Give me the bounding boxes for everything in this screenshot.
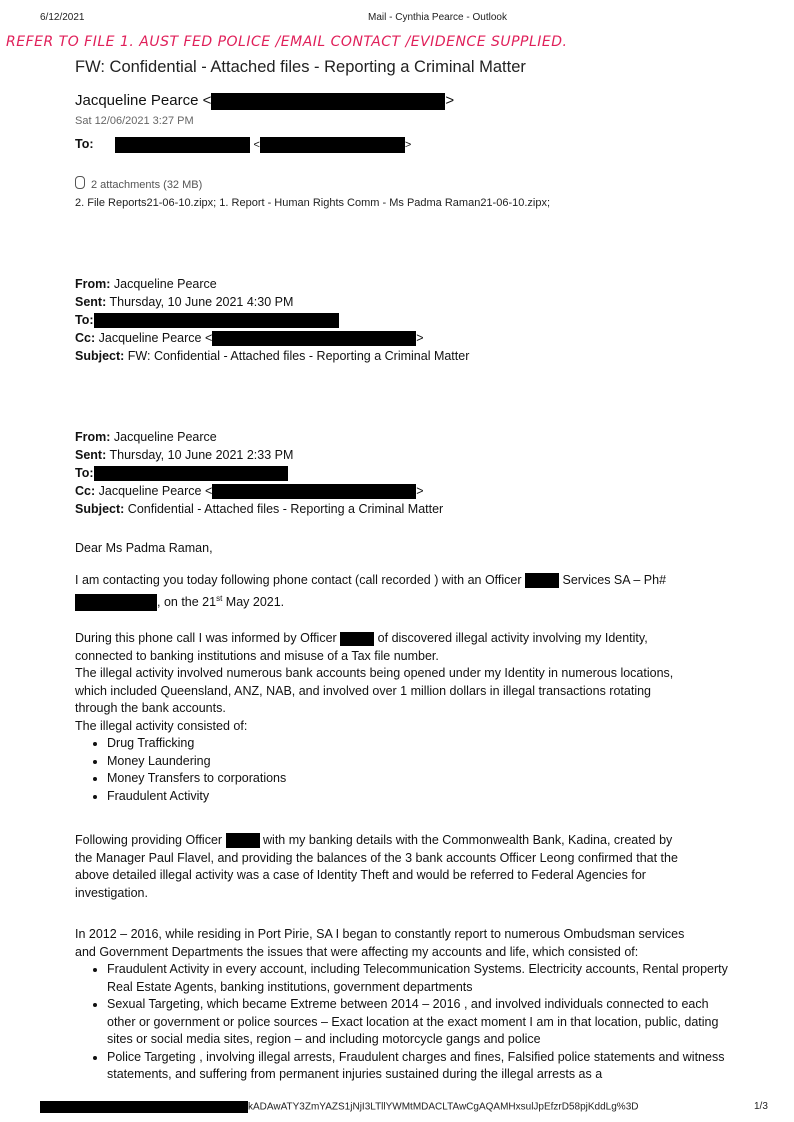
paragraph-1: I am contacting you today following phone contact (call recorded ) with an Officer Services SA – Ph# , on the 21st May 2021. <box>75 572 735 611</box>
redaction <box>525 573 559 588</box>
issues-list <box>87 961 735 1084</box>
page-number: 1/3 <box>754 1101 768 1112</box>
redaction <box>211 93 445 110</box>
forward-header-2: From: Jacqueline Pearce Sent: Thursday, 10 June 2021 2:33 PM To: Cc: Jacqueline Pearce < > Subject: Confidential - Attached files - Reporting a Criminal Matter <box>75 430 444 516</box>
redaction <box>340 632 374 646</box>
handwritten-annotation: REFER TO FILE 1. AUST FED POLICE /EMAIL CONTACT /EVIDENCE SUPPLIED. <box>6 34 568 50</box>
redaction <box>94 466 288 481</box>
list-item: • Sexual Targeting, which became Extreme between 2014 – 2016 , and involved individuals connected to each other or government or police sources – Exact location at the exact moment I am in that location, public, dating sites or social media sites, region – and including motorcycle gangs and police <box>107 996 735 1049</box>
email-subject: FW: Confidential - Attached files - Reporting a Criminal Matter <box>75 58 526 76</box>
forward-header-1: From: Jacqueline Pearce Sent: Thursday, 10 June 2021 4:30 PM To: Cc: Jacqueline Pearce < > Subject: FW: Confidential - Attached files - Reporting a Criminal Matter <box>75 277 470 363</box>
redaction <box>260 137 405 153</box>
redaction <box>212 331 416 346</box>
print-date: 6/12/2021 <box>40 12 85 23</box>
redaction <box>94 313 339 328</box>
paragraph-2: During this phone call I was informed by Officer of discovered illegal activity involving my Identity, connected to banking institutions and misuse of a Tax file number. The illegal activity involved numerous bank accounts being opened under my Identity in numerous locations, which included Queensland, ANZ, NAB, and involved over 1 million dollars in illegal transactions rotating through the bank accounts. The illegal activity consisted of: • Drug Trafficking • Money Laundering • Money Transfers to corporations • Fraudulent Activity <box>75 630 735 805</box>
list-item: • Fraudulent Activity in every account, including Telecommunication Systems. Electricity accounts, Rental property Real Estate Agents, banking institutions, government departments <box>107 961 735 996</box>
list-item: • Money Laundering <box>107 753 735 771</box>
redaction <box>40 1101 248 1113</box>
paragraph-3: Following providing Officer with my banking details with the Commonwealth Bank, Kadina, created by the Manager Paul Flavel, and providing the balances of the 3 bank accounts Officer Leong confirmed that the above detailed illegal activity was a case of Identity Theft and would be referred to Federal Agencies for investigation. <box>75 833 678 900</box>
list-item: • Fraudulent Activity <box>107 788 735 806</box>
list-item: • Money Transfers to corporations <box>107 770 735 788</box>
greeting: Dear Ms Padma Raman, <box>75 541 213 555</box>
list-item: • Police Targeting , involving illegal arrests, Fraudulent charges and fines, Falsified police statements and witness statements, and suffering from permanent injuries sustained during the illegal arrests as a <box>107 1049 735 1084</box>
redaction <box>75 594 157 611</box>
attachments-summary[interactable]: 2 attachments (32 MB) <box>75 176 202 191</box>
footer-url: kADAwATY3ZmYAZS1jNjI3LTllYWMtMDACLTAwCgAQAMHxsulJpEfzrD58pjKddLg%3D <box>40 1101 638 1113</box>
sent-timestamp: Sat 12/06/2021 3:27 PM <box>75 115 194 127</box>
sender-name: Jacqueline Pearce <box>75 92 199 109</box>
sender-line[interactable]: Jacqueline Pearce < > <box>75 92 455 109</box>
redaction <box>212 484 416 499</box>
activity-list <box>87 735 735 805</box>
paperclip-icon <box>75 176 85 189</box>
list-item: • Drug Trafficking <box>107 735 735 753</box>
attachment-names[interactable]: 2. File Reports21-06-10.zipx; 1. Report - Human Rights Comm - Ms Padma Raman21-06-10.zipx; <box>75 197 551 209</box>
window-title: Mail - Cynthia Pearce - Outlook <box>368 12 507 23</box>
redaction <box>226 833 260 848</box>
paragraph-4: In 2012 – 2016, while residing in Port Pirie, SA I began to constantly report to numerous Ombudsman services and Government Departments the issues that were affecting my accounts and life, which consisted of: • Fraudulent Activity in every account, including Telecommunication Systems. Electricity accounts, Rental property Real Estate Agents, banking institutions, government departments • Sexual Targeting, which became Extreme between 2014 – 2016 , and involved individuals connected to each other or government or police sources – Exact location at the exact moment I am in that location, public, dating sites or social media sites, region – and including motorcycle gangs and police • Police Targeting , involving illegal arrests, Fraudulent charges and fines, Falsified police statements and witness statements, and suffering from permanent injuries sustained during the illegal arrests as a <box>75 926 735 1084</box>
redaction <box>115 137 250 153</box>
to-line: To: < > <box>75 137 412 151</box>
